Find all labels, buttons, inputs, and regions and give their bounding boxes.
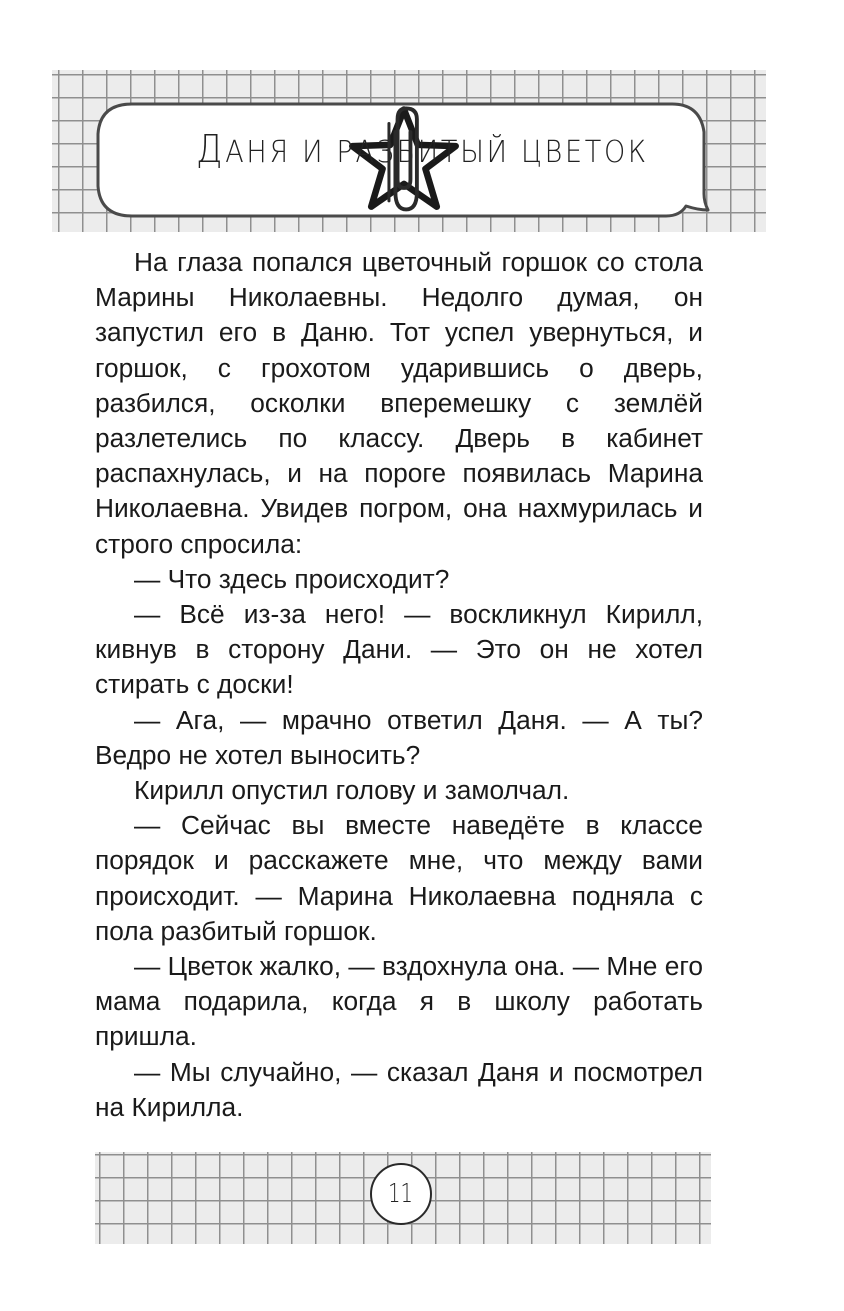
paragraph-1: На глаза попался цветочный горшок со стола Марины Николаевны. Недолго думая, он запустил его в Даню. Тот успел увернуться, и горшок, с грохотом ударившись о дверь, разбился, осколки вперемешку с землёй разлетелись по классу. Дверь в кабинет распахнулась, и на пороге появилась Марина Николаевна. Увидев погром, она нахмурилась и строго спросила: xyxy=(95,247,703,559)
chapter-text xyxy=(95,245,703,1125)
paragraph-8: — Мы случайно, — сказал Даня и посмотрел на Кирилла. xyxy=(95,1056,703,1122)
paragraph-2: — Что здесь происходит? xyxy=(134,563,450,594)
page-number: 11 xyxy=(388,1179,414,1209)
paragraph-3: — Всё из-за него! — воскликнул Кирилл, кивнув в сторону Дани. — Это он не хотел стирать с доски! xyxy=(95,599,703,700)
chapter-title-initial: Д xyxy=(196,127,226,171)
paragraph-6: — Сейчас вы вместе наведёте в классе порядок и расскажете мне, что между вами происходит. — Марина Николаевна подняла с пола разбитый горшок. xyxy=(95,810,703,946)
chapter-title-rest: АНЯ И РАЗБИТЫЙ ЦВЕТОК xyxy=(225,135,649,170)
paragraph-7: — Цветок жалко, — вздохнула она. — Мне его мама подарила, когда я в школу работать пришла. xyxy=(95,951,703,1052)
chapter-title-bubble xyxy=(96,102,712,218)
page-number-badge xyxy=(370,1163,432,1225)
paragraph-4: — Ага, — мрачно ответил Даня. — А ты? Ведро не хотел выносить? xyxy=(95,704,703,770)
paperclip-icon xyxy=(96,102,712,218)
paragraph-5: Кирилл опустил голову и замолчал. xyxy=(134,775,570,806)
